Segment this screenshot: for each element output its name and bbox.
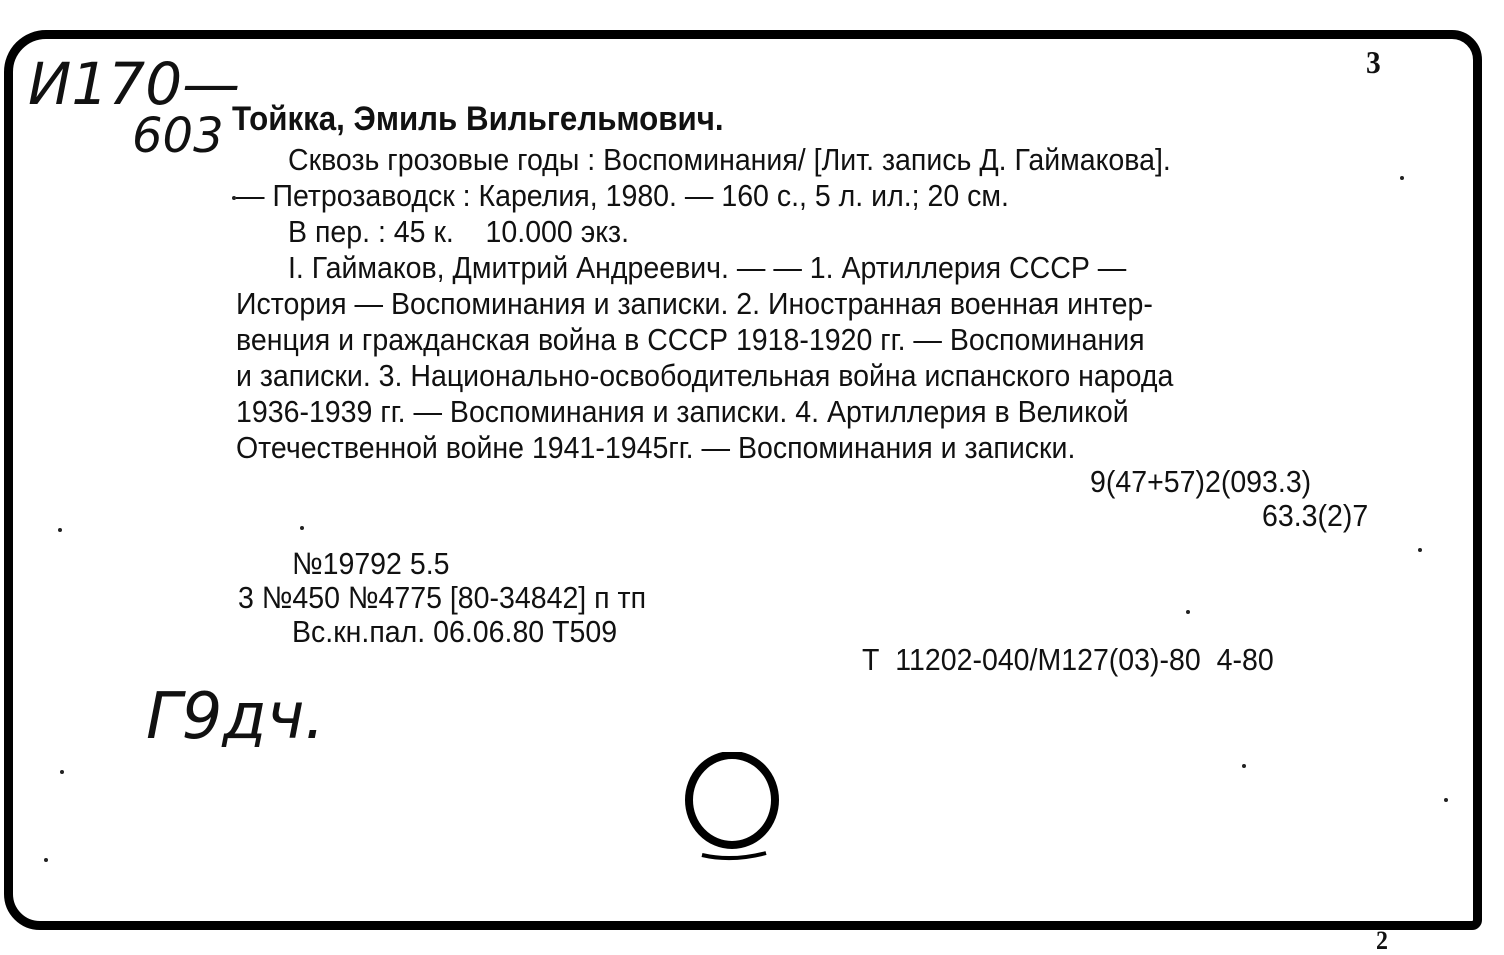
classification-code-1: 9(47+57)2(093.3) bbox=[1090, 464, 1312, 499]
scan-speck bbox=[1444, 798, 1448, 802]
scan-speck bbox=[44, 858, 48, 862]
footer-line-3: Вс.кн.пал. 06.06.80 Т509 bbox=[292, 614, 618, 649]
scan-speck bbox=[1400, 176, 1404, 180]
subject-line: 1936-1939 гг. — Воспоминания и записки. 4. Артиллерия в Великой bbox=[236, 394, 1129, 429]
subject-line: венция и гражданская война в СССР 1918-1920 гг. — Воспоминания bbox=[236, 322, 1145, 357]
card-number: 3 bbox=[1366, 44, 1381, 80]
classification-code-2: 63.3(2)7 bbox=[1262, 498, 1369, 533]
footer-line-2: 3 №450 №4775 [80-34842] п тп bbox=[238, 580, 647, 615]
handwritten-shelfmark-top: И170— bbox=[28, 50, 241, 118]
author-heading: Тойкка, Эмиль Вильгельмович. bbox=[232, 100, 724, 138]
title-line: Сквозь грозовые годы : Воспоминания/ [Лит. запись Д. Гаймакова]. bbox=[288, 142, 1171, 177]
handwritten-note: Г9дч. bbox=[146, 680, 325, 754]
scan-speck bbox=[1418, 548, 1422, 552]
price-line: В пер. : 45 к. 10.000 экз. bbox=[288, 214, 630, 249]
punch-hole-icon bbox=[684, 752, 784, 864]
scan-speck bbox=[58, 528, 62, 532]
scan-speck bbox=[300, 526, 304, 530]
footer-line-1: №19792 5.5 bbox=[292, 546, 450, 581]
scan-speck bbox=[1186, 610, 1190, 614]
handwritten-shelfmark-bottom: 603 bbox=[132, 108, 224, 164]
scan-speck bbox=[232, 196, 236, 200]
subject-line: и записки. 3. Национально-освободительная война испанского народа bbox=[236, 358, 1174, 393]
scan-speck bbox=[60, 770, 64, 774]
subject-line: Отечественной войне 1941-1945гг. — Воспоминания и записки. bbox=[236, 430, 1076, 465]
subject-line: I. Гаймаков, Дмитрий Андреевич. — — 1. Артиллерия СССР — bbox=[288, 250, 1127, 285]
subject-line: История — Воспоминания и записки. 2. Иностранная военная интер- bbox=[236, 286, 1153, 321]
footer-code: Т 11202-040/М127(03)-80 4-80 bbox=[862, 642, 1274, 677]
imprint-line: — Петрозаводск : Карелия, 1980. — 160 с., 5 л. ил.; 20 см. bbox=[236, 178, 1009, 213]
scan-speck bbox=[1242, 764, 1246, 768]
bottom-card-number: 2 bbox=[1376, 926, 1388, 955]
